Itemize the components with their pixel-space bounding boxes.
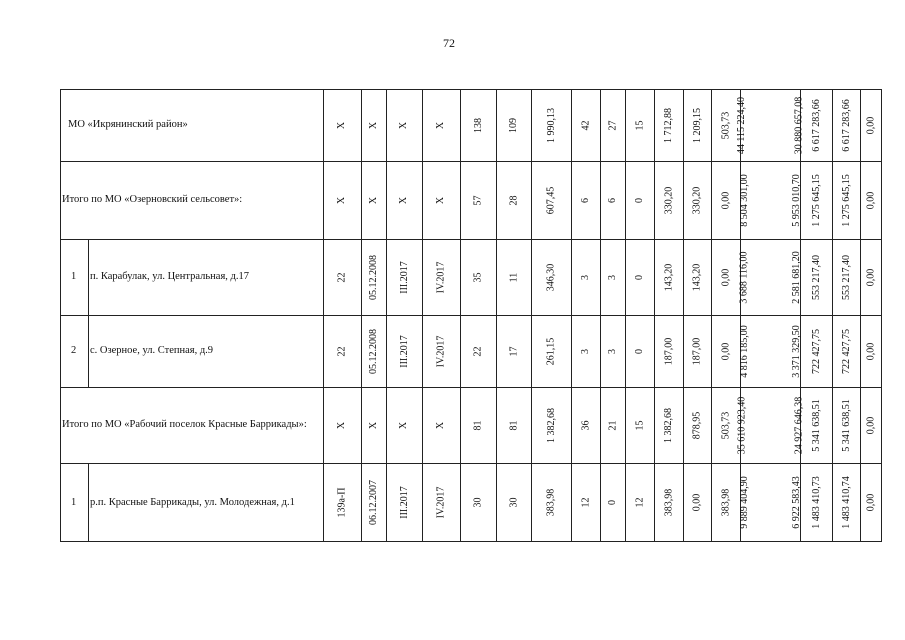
cell-value: 0,00: [865, 191, 877, 209]
table-cell: [386, 89, 422, 161]
cell-value: X: [367, 196, 379, 204]
table-cell: [683, 463, 711, 542]
cell-value: 0,00: [865, 416, 877, 434]
cell-value: 330,20: [663, 186, 674, 214]
cell-value: X: [398, 196, 410, 204]
cell-value: 1 990,13: [545, 107, 557, 143]
cell-value: 11: [507, 272, 519, 282]
cell-value: 15: [634, 120, 645, 130]
table-cell: [496, 463, 531, 542]
cell-value: X: [435, 121, 447, 129]
table-cell: [496, 387, 531, 463]
cell-value: 42: [580, 120, 591, 130]
row-name: Итого по МО «Озерновский сельсовет»:: [62, 194, 243, 205]
table-cell: [422, 239, 460, 315]
table-cell: [800, 239, 832, 315]
cell-value: X: [367, 421, 379, 429]
cell-value: 139а-П: [336, 487, 348, 518]
table-cell: [683, 315, 711, 387]
table-cell: [860, 239, 882, 315]
cell-value: 261,15: [545, 337, 557, 365]
table-cell: [740, 315, 800, 387]
table-cell: [683, 89, 711, 161]
cell-value: 15: [634, 420, 645, 430]
table-cell: [361, 315, 386, 387]
cell-value: 503,73: [720, 111, 731, 139]
table-cell: [832, 387, 860, 463]
cell-value: 187,00: [691, 337, 703, 365]
cell-value: 22: [472, 346, 484, 356]
cell-value: 0,00: [720, 268, 731, 286]
table-cell: [600, 387, 625, 463]
cell-value: 553 217,40: [810, 254, 822, 300]
table-cell: [654, 315, 683, 387]
table-cell: [860, 387, 882, 463]
table-cell: [531, 161, 571, 239]
table-cell: [860, 315, 882, 387]
cell-value: 30 880 657,08: [793, 96, 805, 154]
cell-value: 21: [607, 420, 618, 430]
cell-value: X: [435, 196, 447, 204]
cell-value: X: [336, 421, 348, 429]
table-cell: [800, 161, 832, 239]
cell-value: 12: [634, 497, 645, 508]
cell-value: 383,98: [545, 488, 557, 517]
table-cell: [800, 463, 832, 542]
cell-value: 81: [508, 420, 519, 430]
cell-value: 187,00: [663, 337, 674, 365]
cell-value: III.2017: [398, 486, 410, 519]
table-cell: [571, 463, 600, 542]
cell-value: X: [367, 121, 379, 129]
cell-value: 3: [580, 274, 591, 280]
table-cell: [625, 387, 654, 463]
table-cell: [654, 463, 683, 542]
table-cell: [654, 239, 683, 315]
cell-value: 3: [607, 274, 618, 280]
cell-value: 6 617 283,66: [810, 98, 822, 152]
cell-value: 3: [580, 348, 591, 354]
table-cell: [600, 315, 625, 387]
row-name: п. Карабулак, ул. Центральная, д.17: [90, 271, 250, 282]
table-cell: [600, 161, 625, 239]
table-cell: [496, 239, 531, 315]
cell-value: 5 341 638,51: [840, 398, 852, 452]
cell-value: IV.2017: [435, 335, 447, 367]
cell-value: 17: [508, 346, 519, 356]
cell-value: X: [398, 421, 410, 429]
cell-value: 722 427,75: [810, 328, 822, 374]
table-cell: [571, 387, 600, 463]
table-cell: [386, 463, 422, 542]
page-number: 72: [443, 36, 455, 50]
cell-value: 0,00: [865, 342, 877, 360]
cell-value: 27: [607, 120, 618, 130]
table-cell: [422, 161, 460, 239]
cell-value: 138: [472, 117, 484, 133]
cell-value: IV.2017: [435, 486, 447, 519]
table-cell: [625, 463, 654, 542]
table-cell: [571, 315, 600, 387]
cell-value: 1 209,15: [691, 107, 703, 143]
table-cell: [800, 315, 832, 387]
table-cell: [832, 315, 860, 387]
table-cell: [683, 161, 711, 239]
cell-value: IV.2017: [435, 261, 447, 293]
cell-value: 2 581 681,20: [790, 250, 802, 304]
cell-value: 1 275 645,15: [810, 173, 822, 227]
table-cell: [460, 387, 496, 463]
cell-value: 1 382,68: [545, 407, 557, 443]
table-cell: [571, 239, 600, 315]
cell-value: 383,98: [720, 488, 731, 517]
cell-value: 9 889 404,90: [738, 476, 750, 529]
table-cell: [422, 89, 460, 161]
cell-value: 4 816 185,00: [738, 324, 750, 378]
table-cell: [460, 315, 496, 387]
cell-value: 143,20: [663, 263, 674, 291]
table-cell: [531, 89, 571, 161]
table-cell: [460, 239, 496, 315]
cell-value: 553 217,40: [840, 254, 852, 300]
table-cell: [571, 89, 600, 161]
cell-value: 12: [580, 497, 591, 508]
row-number: 1: [71, 271, 77, 282]
table-cell: [600, 463, 625, 542]
table-cell: [531, 387, 571, 463]
cell-value: 0: [634, 274, 645, 280]
cell-value: 383,98: [663, 488, 674, 517]
table-cell: [625, 161, 654, 239]
cell-value: 6: [580, 197, 591, 203]
row-number: 2: [71, 345, 77, 356]
table-cell: [800, 387, 832, 463]
table-cell: [600, 239, 625, 315]
table-cell: [361, 239, 386, 315]
table-cell: [735, 89, 805, 161]
table-cell: [422, 463, 460, 542]
table-cell: [361, 89, 386, 161]
table-cell: [860, 89, 882, 161]
cell-value: 1 275 645,15: [840, 173, 852, 227]
cell-value: 3 371 329,50: [790, 324, 802, 378]
cell-value: 1 382,68: [663, 407, 674, 443]
cell-value: 0,00: [865, 116, 877, 134]
cell-value: 6 617 283,66: [840, 98, 852, 152]
table-cell: [422, 387, 460, 463]
cell-value: 30: [472, 497, 484, 508]
number-column-separator: [88, 315, 89, 387]
table-cell: [654, 89, 683, 161]
cell-value: 5 953 010,70: [790, 173, 802, 227]
table-cell: [683, 387, 711, 463]
cell-value: 0,00: [720, 191, 731, 209]
row-name: МО «Икрянинский район»: [68, 119, 188, 130]
cell-value: 35: [472, 272, 484, 282]
table-cell: [361, 463, 386, 542]
cell-value: 35 610 923,40: [735, 396, 747, 454]
cell-value: X: [398, 121, 410, 129]
cell-value: 346,30: [545, 263, 557, 291]
table-cell: [323, 89, 361, 161]
number-column-separator: [88, 239, 89, 315]
cell-value: 878,95: [691, 411, 703, 439]
table-cell: [740, 161, 800, 239]
cell-value: X: [435, 421, 447, 429]
table-cell: [496, 89, 531, 161]
cell-value: 0,00: [865, 268, 877, 286]
table-cell: [361, 387, 386, 463]
number-column-separator: [88, 463, 89, 542]
cell-value: 57: [472, 195, 484, 205]
cell-value: 0: [634, 348, 645, 354]
table-cell: [832, 89, 860, 161]
cell-value: 22: [336, 272, 348, 282]
cell-value: 8 504 301,00: [738, 173, 750, 227]
table-cell: [625, 315, 654, 387]
cell-value: 06.12.2007: [368, 480, 379, 525]
cell-value: 607,45: [545, 186, 557, 214]
table-cell: [460, 161, 496, 239]
cell-value: 36: [580, 420, 591, 430]
cell-value: 28: [508, 195, 519, 205]
cell-value: 24 927 646,38: [793, 396, 805, 454]
cell-value: X: [336, 196, 348, 204]
row-name: с. Озерное, ул. Степная, д.9: [90, 345, 214, 356]
cell-value: 05.12.2008: [368, 254, 379, 300]
cell-value: 3 688 116,00: [738, 250, 750, 304]
table-cell: [625, 239, 654, 315]
cell-value: 6: [607, 197, 618, 203]
row-name: Итого по МО «Рабочий поселок Красные Баррикады»:: [62, 419, 307, 430]
row-name: р.п. Красные Баррикады, ул. Молодежная, д.1: [90, 496, 295, 508]
housing-program-table: [60, 89, 882, 542]
cell-value: 0: [607, 500, 618, 505]
table-cell: [740, 239, 800, 315]
cell-value: 6 922 583,43: [790, 476, 802, 529]
table-cell: [386, 239, 422, 315]
table-cell: [800, 89, 832, 161]
table-cell: [460, 463, 496, 542]
table-cell: [323, 239, 361, 315]
table-cell: [571, 161, 600, 239]
table-cell: [654, 161, 683, 239]
table-cell: [860, 161, 882, 239]
cell-value: 0: [634, 197, 645, 203]
cell-value: 30: [508, 497, 519, 508]
table-cell: [740, 463, 800, 542]
cell-value: 5 341 638,51: [810, 398, 822, 452]
table-cell: [361, 161, 386, 239]
table-cell: [654, 387, 683, 463]
cell-value: 1 483 410,74: [840, 476, 852, 529]
table-cell: [832, 239, 860, 315]
table-cell: [323, 387, 361, 463]
cell-value: 143,20: [691, 263, 703, 291]
table-cell: [531, 315, 571, 387]
table-cell: [496, 161, 531, 239]
table-cell: [460, 89, 496, 161]
cell-value: 722 427,75: [840, 328, 852, 374]
table-cell: [422, 315, 460, 387]
table-cell: [832, 463, 860, 542]
cell-value: 3: [607, 348, 618, 354]
cell-value: 109: [508, 117, 519, 133]
cell-value: III.2017: [398, 260, 410, 294]
table-cell: [683, 239, 711, 315]
cell-value: 1 483 410,73: [810, 476, 822, 529]
cell-value: X: [336, 121, 348, 129]
table-cell: [386, 161, 422, 239]
table-cell: [496, 315, 531, 387]
cell-value: 0,00: [691, 493, 703, 512]
cell-value: 44 115 224,40: [735, 96, 747, 154]
cell-value: 1 712,88: [663, 107, 674, 143]
cell-value: 22: [336, 346, 348, 356]
table-cell: [735, 387, 805, 463]
table-cell: [323, 161, 361, 239]
cell-value: 503,73: [720, 411, 731, 439]
cell-value: III.2017: [398, 334, 410, 368]
table-cell: [832, 161, 860, 239]
table-cell: [386, 315, 422, 387]
table-cell: [386, 387, 422, 463]
table-cell: [625, 89, 654, 161]
cell-value: 05.12.2008: [368, 328, 379, 374]
table-cell: [531, 239, 571, 315]
cell-value: 0,00: [865, 493, 877, 512]
cell-value: 0,00: [720, 342, 731, 360]
table-cell: [600, 89, 625, 161]
row-number: 1: [71, 496, 77, 508]
cell-value: 81: [472, 420, 484, 430]
table-cell: [860, 463, 882, 542]
table-cell: [323, 315, 361, 387]
cell-value: 330,20: [691, 186, 703, 214]
table-cell: [323, 463, 361, 542]
table-cell: [531, 463, 571, 542]
